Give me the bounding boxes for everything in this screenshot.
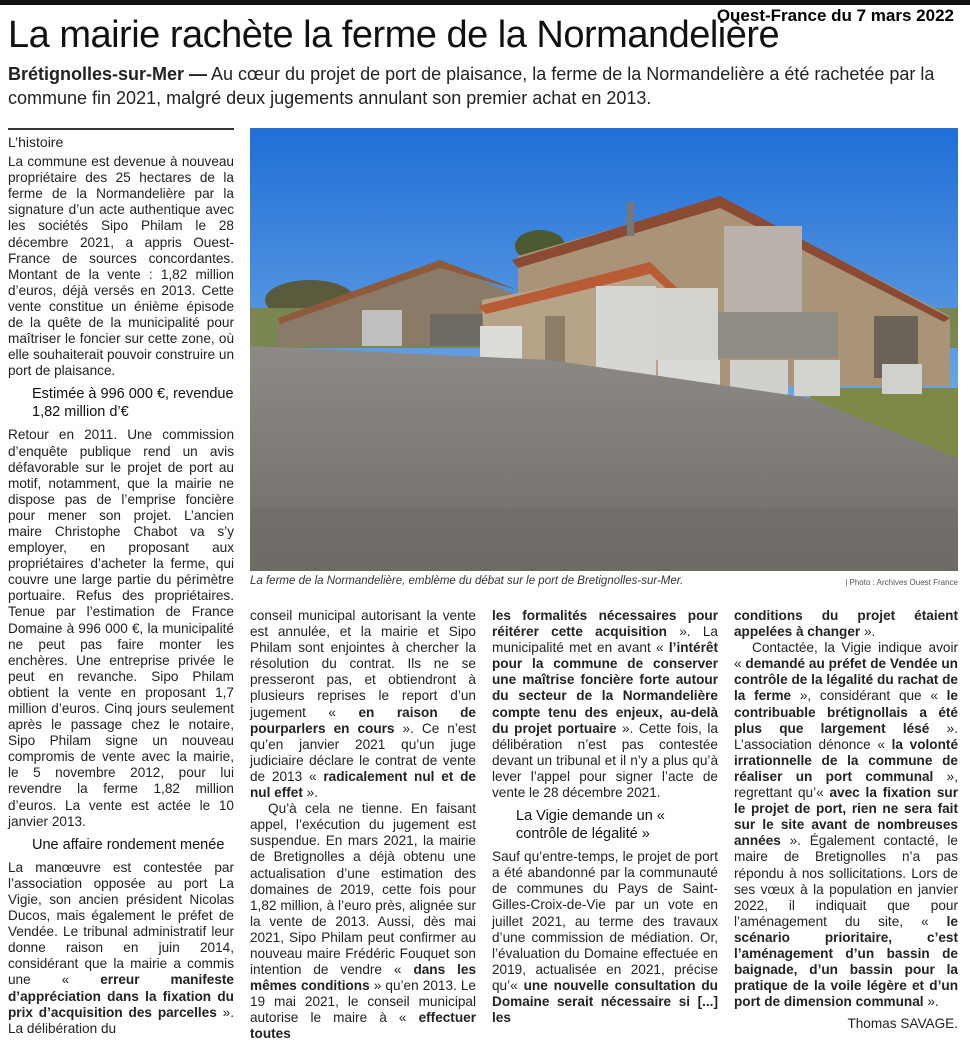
column-3 bbox=[492, 608, 718, 1026]
text-run: ». bbox=[302, 785, 318, 801]
quote-bold: dans les mêmes conditions bbox=[250, 962, 477, 994]
text-run: ». Également contacté, le maire de Bretignolles n’a pas répondu à nos sollicitations. Lors de ses vœux à la population en janvier 2022, il indiquait que pour l’aménagement du site, « bbox=[734, 833, 958, 929]
text-run: ». bbox=[860, 624, 876, 640]
text-run: conseil municipal autorisant la vente est annulée, et la mairie et Sipo Philam sont enjointes à chercher la résolution du contrat. Ils ne se presseront pas, et obtiendront à plusieurs reprises le report d’un jugement « bbox=[250, 608, 476, 720]
column-1 bbox=[8, 128, 234, 1037]
column-4 bbox=[734, 608, 958, 1032]
text-run: », considérant que « bbox=[791, 688, 947, 704]
paragraph bbox=[734, 608, 958, 640]
top-rule bbox=[0, 0, 970, 5]
column-2 bbox=[250, 608, 476, 1043]
text-run: Sauf qu’entre-temps, le projet de port a été abandonné par la communauté de communes du Pays de Saint-Gilles-Croix-de-Vie par un vote en juillet 2021, au terme des travaux d’une commission de médiation. Or, l’évaluation du Domaine effectuée en 2019, actualisée en 2021, précise qu’« bbox=[492, 849, 718, 993]
paragraph: Retour en 2011. Une commission d’enquête publique rend un avis défavorable sur le projet de port au motif, notamment, que la mairie ne dispose pas de l’emprise foncière pour mener son projet. L’ancien maire Christophe Chabot va s’y employer, en proposant aux propriétaires d’acheter la ferme, qui couvre une large partie du périmètre portuaire. Refus des propriétaires. Tenue par l’estimation de France Domaine à 996 000 €, la municipalité ne peut pas faire monter les enchères. Une entreprise privée le peut en revanche. Sipo Philam obtient la vente en proposant 1,7 million d’euros. Cinq jours seulement après le passage chez le notaire, Sipo Philam signe un nouveau compromis de vente avec la mairie, le 5 novembre 2012, pour lui revendre la ferme 1,82 million d’euros. La vente est actée le 10 janvier 2013. bbox=[8, 427, 234, 829]
text-run: La manœuvre est contestée par l’association opposée au port La Vigie, son ancien président Nicolas Ducos, mais également le préfet de Vendée. Le tribunal administratif leur donne raison en juin 2014, considérant que la mairie a commis une « bbox=[8, 859, 234, 988]
text-run: ». Cette fois, la délibération n’est pas contestée devant un tribunal et il n’y a plus qu’à lever l’appel pour signer l’acte de vente le 28 décembre 2021. bbox=[492, 720, 718, 801]
rubric-label: L’histoire bbox=[8, 128, 234, 150]
quote-bold: le contribuable brétignollais a été plus que largement lésé bbox=[734, 688, 958, 736]
source-label: Ouest-France du 7 mars 2022 bbox=[716, 6, 954, 25]
paragraph bbox=[250, 801, 476, 1042]
photo-credit: | Photo : Archives Ouest France bbox=[845, 578, 958, 587]
paragraph bbox=[492, 608, 718, 801]
text-run: ». L’association dénonce « bbox=[734, 720, 958, 752]
text-run: ». La municipalité met en avant « bbox=[492, 624, 718, 656]
text-run: ». bbox=[923, 994, 939, 1010]
quote-bold: en raison de pourparlers en cours bbox=[250, 704, 476, 736]
photo-caption: La ferme de la Normandelière, emblème du débat sur le port de Bretignolles-sur-Mer. bbox=[250, 575, 684, 587]
paragraph bbox=[250, 608, 476, 801]
text-run: » qu’en 2013. Le 19 mai 2021, le conseil municipal autorise le maire à « bbox=[250, 978, 476, 1026]
subheading: Une affaire rondement menée bbox=[32, 836, 225, 853]
quote-bold: la volonté irrationnelle de la commune de réaliser un port communal bbox=[734, 736, 959, 784]
dateline: Brétignolles-sur-Mer — bbox=[8, 64, 208, 84]
quote-bold: le scénario prioritaire, c’est l’aménagement d’un bassin de baignade, d’un bassin pour la pratique de la voile légère et d’un port de dimension communal bbox=[734, 913, 958, 1010]
paragraph bbox=[8, 860, 234, 1037]
subheading: Estimée à 996 000 €, revendue 1,82 million d’€ bbox=[32, 386, 234, 421]
quote-bold: l’intérêt pour la commune de conserver une maîtrise foncière forte autour du secteur de la Normandelière compte tenu des enjeux, au-delà du projet portuaire bbox=[492, 640, 718, 736]
text-run: ». Ce n’est qu’en janvier 2021 qu’un juge judiciaire déclare le contrat de vente de 2013 « bbox=[250, 720, 476, 784]
lead-text: Au cœur du projet de port de plaisance, la ferme de la Normandelière a été rachetée par la commune fin 2021, malgré deux jugements annulant son premier achat en 2013. bbox=[8, 64, 935, 108]
text-run: », regrettant qu’« bbox=[734, 768, 958, 801]
quote-bold: effectuer toutes bbox=[250, 1010, 476, 1042]
paragraph: La commune est devenue à nouveau propriétaire des 25 hectares de la ferme de la Normandelière par la signature d’un acte authentique avec les sociétés Sipo Philam le 28 décembre 2021, a appris Ouest-France de sources concordantes. Montant de la vente : 1,82 million d’euros, déjà versés en 2013. Cette vente constitue un énième épisode de la quête de la municipalité pour maîtriser le foncier sur cette zone, où elle souhaiterait pouvoir construire un port de plaisance. bbox=[8, 154, 234, 379]
paragraph bbox=[734, 640, 958, 1010]
quote-bold: avec la fixation sur le projet de port, rien ne sera fait sur le site avant de nombreuses années bbox=[734, 785, 958, 849]
subheading: La Vigie demande un « contrôle de légalité » bbox=[516, 808, 665, 843]
farm-photo bbox=[250, 128, 958, 571]
quote-bold: demandé au préfet de Vendée un contrôle de la légalité du rachat de la ferme bbox=[734, 656, 958, 704]
lead-paragraph bbox=[8, 62, 958, 110]
text-run: Contactée, la Vigie indique avoir « bbox=[734, 640, 958, 672]
text-run: ». La délibération du bbox=[8, 1004, 234, 1036]
headline: La mairie rachète la ferme de la Normandelière bbox=[8, 14, 780, 56]
quote-bold: radicalement nul et de nul effet bbox=[250, 768, 476, 801]
quote-bold: une nouvelle consultation du Domaine serait nécessaire si [...] les bbox=[492, 977, 718, 1026]
farm-illustration bbox=[250, 128, 958, 571]
text-run: Qu’à cela ne tienne. En faisant appel, l’exécution du jugement est suspendue. En mars 2021, la mairie de Bretignolles a déjà obtenu une actualisation d’une estimation des domaines de 2019, cette fois pour 1,82 million, à l’euro près, alignée sur la vente de 2013. Aussi, dès mai 2021, Sipo Philam peut confirmer au nouveau maire Frédéric Fouquet son intention de vendre « bbox=[250, 801, 476, 978]
quote-bold: les formalités nécessaires pour réitérer cette acquisition bbox=[492, 608, 718, 640]
author-signature: Thomas SAVAGE. bbox=[847, 1016, 958, 1032]
paragraph bbox=[492, 849, 718, 1026]
quote-bold: conditions du projet étaient appelées à changer bbox=[734, 608, 958, 640]
quote-bold: erreur manifeste d’appréciation dans la fixation du prix d’acquisition des parcelles bbox=[8, 972, 234, 1020]
